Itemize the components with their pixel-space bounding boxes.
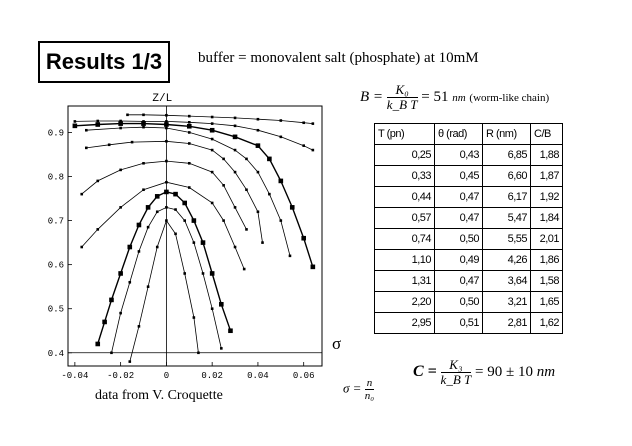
table-cell: 0,51: [435, 313, 483, 334]
table-cell: 0,47: [435, 187, 483, 208]
data-point: [109, 298, 114, 303]
data-point: [183, 219, 186, 222]
data-point: [96, 120, 99, 123]
data-point: [174, 232, 177, 235]
data-point: [128, 360, 131, 363]
table-cell: 6,60: [483, 166, 531, 187]
data-point: [187, 124, 192, 129]
table-cell: 3,21: [483, 292, 531, 313]
data-point: [165, 140, 168, 143]
data-point: [202, 272, 205, 275]
chart-svg: [22, 90, 334, 390]
table-cell: 5,55: [483, 229, 531, 250]
data-point: [126, 114, 129, 117]
table-cell: 2,01: [531, 229, 563, 250]
table-cell: 0,50: [435, 229, 483, 250]
table-cell: 0,50: [435, 292, 483, 313]
data-point: [192, 218, 197, 223]
slide-subtitle: buffer = monovalent salt (phosphate) at 10mM: [198, 50, 479, 66]
data-point: [245, 188, 248, 191]
formula-c-rhs: = 90 ± 10: [475, 363, 533, 380]
table-cell: 1,62: [531, 313, 563, 334]
table-cell: 0,33: [375, 166, 435, 187]
table-cell: 5,47: [483, 208, 531, 229]
data-point: [110, 351, 113, 354]
table-cell: 6,17: [483, 187, 531, 208]
data-point: [85, 147, 88, 150]
table-row: [375, 271, 563, 292]
data-point: [74, 120, 77, 123]
data-point: [118, 271, 123, 276]
data-point: [119, 312, 122, 315]
x-tick-label: 0: [163, 371, 170, 381]
data-point: [280, 219, 283, 222]
data-point: [234, 149, 237, 152]
formula-c-numerator: K₃: [441, 358, 472, 373]
data-point: [233, 135, 238, 140]
x-axis-label: σ: [332, 334, 342, 353]
data-point: [147, 226, 150, 229]
data-point: [142, 126, 145, 129]
table-cell: 1,86: [531, 250, 563, 271]
formula-b-numerator: K₀: [387, 83, 418, 98]
table-cell: 1,58: [531, 271, 563, 292]
data-point: [80, 193, 83, 196]
y-tick-label: 0.9: [47, 128, 64, 139]
table-cell: 1,65: [531, 292, 563, 313]
series-line: [82, 182, 245, 269]
data-point: [96, 228, 99, 231]
formula-b-note: (worm-like chain): [469, 91, 550, 104]
data-point: [128, 281, 131, 284]
data-point: [188, 115, 191, 118]
data-point: [164, 190, 169, 195]
x-tick-label: 0.02: [201, 371, 223, 381]
header-r: R (nm): [483, 124, 531, 145]
data-point: [257, 171, 260, 174]
data-point: [256, 143, 261, 148]
header-t: T (pn): [375, 124, 435, 145]
data-point: [302, 121, 305, 124]
sigma-def-lhs: σ =: [343, 380, 362, 396]
table-cell: 0,47: [435, 271, 483, 292]
data-point: [211, 138, 214, 141]
chart: [22, 90, 334, 395]
data-point: [165, 114, 168, 117]
table-cell: 1,87: [531, 166, 563, 187]
data-point: [211, 116, 214, 119]
data-point: [301, 236, 306, 241]
table-cell: 0,25: [375, 145, 435, 166]
data-point: [156, 210, 159, 213]
table-cell: 3,64: [483, 271, 531, 292]
table-cell: 0,74: [375, 229, 435, 250]
data-point: [118, 121, 123, 126]
sigma-def-fraction: [365, 377, 375, 402]
data-point: [131, 141, 134, 144]
data-point: [188, 142, 191, 145]
table-row: [375, 250, 563, 271]
data-point: [173, 192, 178, 197]
data-point: [211, 171, 214, 174]
data-point: [165, 127, 168, 130]
table-cell: 2,95: [375, 313, 435, 334]
y-axis-label: Z/L: [152, 93, 173, 105]
data-table: [374, 123, 563, 334]
data-point: [211, 307, 214, 310]
y-tick-label: 0.8: [47, 172, 64, 183]
data-point: [188, 121, 191, 124]
data-point: [268, 193, 271, 196]
data-point: [257, 118, 260, 121]
sigma-def-numerator: n: [366, 377, 373, 389]
formula-c-lhs: C =: [413, 362, 437, 380]
formula-c-unit: nm: [536, 363, 556, 380]
data-point: [243, 268, 246, 271]
table-cell: 1,84: [531, 208, 563, 229]
data-point: [95, 342, 100, 347]
data-point: [155, 194, 160, 199]
data-point: [219, 302, 224, 307]
data-point: [234, 171, 237, 174]
table-row: [375, 313, 563, 334]
data-point: [234, 206, 237, 209]
table-cell: 0,43: [435, 145, 483, 166]
formula-b-unit: nm: [452, 91, 466, 104]
formula-b: [360, 83, 549, 112]
series-line: [82, 161, 247, 229]
data-point: [174, 208, 177, 211]
data-point: [147, 285, 150, 288]
formula-b-denominator: k_B T: [386, 97, 418, 112]
data-point: [165, 219, 168, 222]
series-line: [130, 221, 199, 362]
table-header-row: [375, 124, 563, 145]
data-point: [165, 181, 168, 184]
data-point: [142, 162, 145, 165]
y-tick-label: 0.4: [47, 348, 64, 359]
table-row: [375, 166, 563, 187]
table-row: [375, 292, 563, 313]
data-point: [245, 158, 248, 161]
formula-b-rhs: = 51: [421, 88, 449, 105]
data-point: [201, 240, 206, 245]
data-point: [119, 127, 122, 130]
data-point: [142, 114, 145, 117]
data-point: [257, 129, 260, 132]
data-point: [188, 131, 191, 134]
data-point: [312, 149, 315, 152]
data-point: [234, 125, 237, 128]
y-tick-label: 0.7: [47, 216, 64, 227]
data-point: [312, 122, 315, 125]
data-point: [197, 351, 200, 354]
data-point: [127, 245, 132, 250]
data-point: [245, 228, 248, 231]
data-point: [289, 255, 292, 258]
formula-b-fraction: [387, 83, 418, 112]
data-point: [228, 328, 233, 333]
data-point: [234, 117, 237, 120]
series-line: [98, 192, 231, 344]
formula-b-lhs: B =: [360, 88, 384, 105]
data-point: [183, 272, 186, 275]
data-point: [146, 205, 151, 210]
data-point: [188, 186, 191, 189]
table-cell: 6,85: [483, 145, 531, 166]
table-row: [375, 229, 563, 250]
data-point: [95, 122, 100, 127]
data-point: [142, 188, 145, 191]
formula-c-fraction: [441, 358, 472, 387]
data-point: [164, 122, 169, 127]
data-point: [108, 143, 111, 146]
x-tick-label: -0.02: [107, 371, 135, 381]
table-cell: 1,10: [375, 250, 435, 271]
data-point: [267, 157, 272, 162]
data-point: [280, 136, 283, 139]
data-point: [279, 179, 284, 184]
y-tick-label: 0.6: [47, 260, 64, 271]
formula-c-denominator: k_B T: [440, 372, 472, 387]
data-point: [222, 184, 225, 187]
data-point: [211, 202, 214, 205]
table-row: [375, 187, 563, 208]
data-point: [188, 162, 191, 165]
x-tick-label: 0.04: [247, 371, 269, 381]
data-point: [80, 246, 83, 249]
data-point: [234, 246, 237, 249]
credit-text: data from V. Croquette: [95, 388, 223, 403]
sigma-definition: [343, 377, 374, 402]
data-point: [211, 149, 214, 152]
data-point: [257, 210, 260, 213]
data-point: [96, 180, 99, 183]
data-point: [261, 241, 264, 244]
x-tick-label: -0.04: [61, 371, 89, 381]
data-point: [85, 129, 88, 132]
formula-c: [413, 358, 555, 387]
table-cell: 1,88: [531, 145, 563, 166]
data-point: [119, 206, 122, 209]
x-tick-label: 0.06: [292, 371, 315, 381]
data-point: [290, 205, 295, 210]
data-point: [210, 128, 215, 133]
series-line: [75, 121, 313, 150]
data-point: [311, 265, 316, 270]
table-cell: 0,49: [435, 250, 483, 271]
data-point: [102, 320, 107, 325]
table-row: [375, 208, 563, 229]
data-point: [222, 219, 225, 222]
data-point: [222, 158, 225, 161]
slide-title: Results 1/3: [38, 41, 170, 83]
data-point: [141, 121, 146, 126]
data-point: [182, 201, 187, 206]
series-line: [128, 115, 313, 124]
table-cell: 0,57: [375, 208, 435, 229]
table-cell: 0,45: [435, 166, 483, 187]
header-cb: C/B: [531, 124, 563, 145]
sigma-def-denominator: n₀: [364, 390, 375, 402]
table-cell: 0,47: [435, 208, 483, 229]
header-theta: θ (rad): [435, 124, 483, 145]
data-point: [210, 271, 215, 276]
data-point: [211, 122, 214, 125]
data-point: [156, 246, 159, 249]
data-point: [119, 169, 122, 172]
table-cell: 1,31: [375, 271, 435, 292]
data-point: [193, 316, 196, 319]
data-point: [165, 206, 168, 209]
data-point: [165, 160, 168, 163]
table-cell: 1,92: [531, 187, 563, 208]
data-point: [138, 250, 141, 253]
data-point: [302, 144, 305, 147]
data-point: [138, 325, 141, 328]
data-point: [280, 119, 283, 122]
data-point: [193, 241, 196, 244]
y-tick-label: 0.5: [47, 304, 64, 315]
table-cell: 2,81: [483, 313, 531, 334]
table-cell: 2,20: [375, 292, 435, 313]
data-point: [137, 223, 142, 228]
data-point: [73, 124, 78, 129]
table-row: [375, 145, 563, 166]
table-cell: 0,44: [375, 187, 435, 208]
table-cell: 4,26: [483, 250, 531, 271]
data-point: [220, 347, 223, 350]
